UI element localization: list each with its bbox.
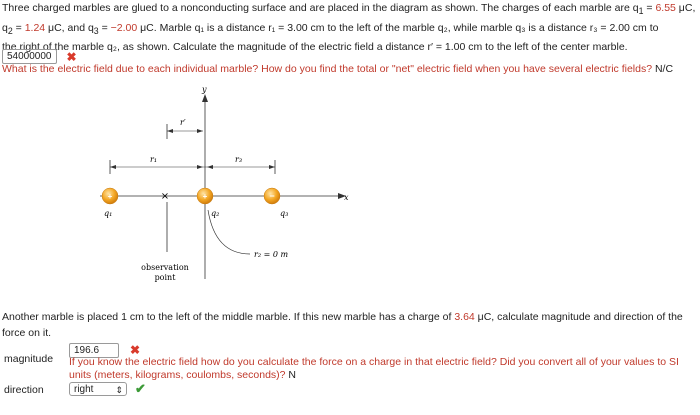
problem-line-2: $q_2 = 1.24$ μC, and $q_3 = -2.00$ μC. Marble q₁ is a distance r₁ = 3.00 cm to the left of the marble q₂, while marble q₃ is a distance r₃ = 2.00 cm to (2, 21, 659, 36)
new-charge-value: 3.64 (454, 311, 475, 323)
direction-label: direction (4, 384, 44, 396)
magnitude-label: magnitude (4, 353, 54, 365)
svg-text:+: + (202, 192, 208, 201)
answer-1-hint: What is the electric field due to each individual marble? How do you find the total or "net" electric field when you have several electric fields? N/C (2, 63, 674, 75)
x-mark-icon: ✖ (130, 343, 141, 357)
charge-diagram (90, 84, 370, 294)
observation-label-2: point (154, 273, 176, 282)
marble-q2 (197, 188, 213, 204)
svg-text:−: − (269, 191, 275, 201)
direction-select[interactable] (69, 382, 127, 396)
select-arrows-icon: ⇕ (115, 385, 123, 395)
check-mark-icon: ✔ (135, 381, 146, 396)
r1-label: r₁ (150, 155, 158, 164)
q1-label: q₁ (104, 209, 113, 218)
q2-value: 1.24 (24, 21, 46, 34)
magnitude-input[interactable]: 196.6 (69, 343, 119, 358)
problem-line-1: Three charged marbles are glued to a nonconducting surface and are placed in the diagram as shown. The charges of each marble are $q_1 = 6.55$ μC, (2, 2, 696, 17)
svg-text:×: × (160, 191, 170, 202)
marble-q1 (102, 188, 118, 204)
answer-1-row (2, 49, 77, 64)
part-2-statement (2, 310, 694, 341)
problem-line-3: the right of the marble q₂, as shown. Calculate the magnitude of the electric field a distance r′ = 1.00 cm to the left of the center marble. (2, 41, 628, 54)
problem-statement (2, 0, 696, 56)
magnitude-hint: If you know the electric field how do you calculate the force on a charge in that electric field? Did you convert all of your values to SI units (meters, kilograms, coulombs, seconds)? N (69, 356, 679, 381)
q3-label: q₃ (280, 209, 289, 218)
direction-value: right (74, 384, 94, 395)
r-prime-label: r′ (180, 118, 186, 127)
part-2-line-2: force on it. (2, 326, 52, 339)
x-axis-label: x (344, 193, 349, 202)
r2-label: r₂ = 0 m (254, 250, 289, 259)
answer-1-input[interactable]: 54000000 (2, 49, 57, 64)
part-2-line-1: Another marble is placed 1 cm to the left of the middle marble. If this new marble has a charge of 3.64 μC, calculate magnitude and direction of the (2, 311, 683, 323)
q2-label: q₂ (211, 209, 220, 218)
y-axis-label: y (202, 85, 207, 94)
r3-label: r₃ (235, 155, 243, 164)
marble-q3 (264, 188, 280, 204)
observation-label: observation (141, 263, 189, 272)
x-mark-icon: ✖ (66, 49, 77, 64)
q1-value: 6.55 (655, 2, 676, 14)
q3-value: −2.00 (110, 21, 138, 34)
svg-text:+: + (107, 192, 113, 201)
